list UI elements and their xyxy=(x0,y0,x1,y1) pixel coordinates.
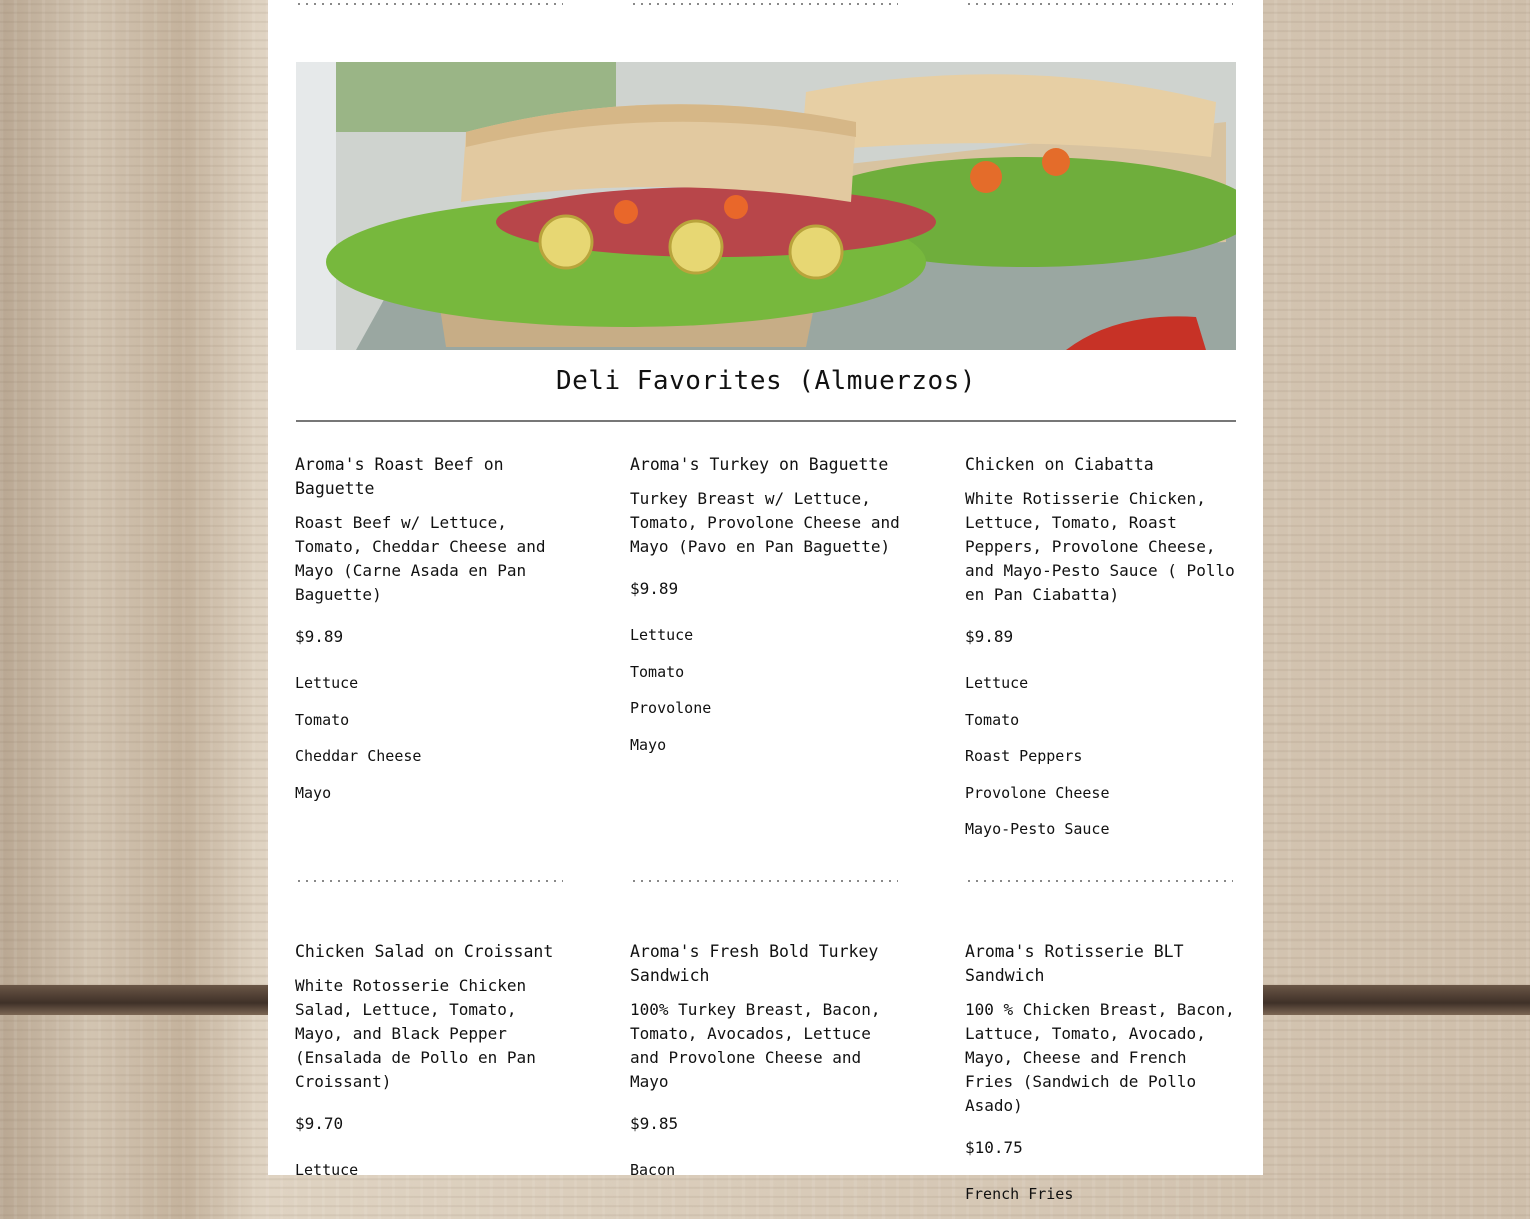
option-item[interactable]: Cheddar Cheese xyxy=(295,747,422,765)
item-name: Aroma's Fresh Bold Turkey Sandwich xyxy=(630,942,879,985)
section-title: Deli Favorites (Almuerzos) xyxy=(556,366,976,396)
item-description: Roast Beef w/ Lettuce, Tomato, Cheddar Cheese and Mayo (Carne Asada en Pan Baguette) xyxy=(295,513,546,604)
item-options xyxy=(295,1158,565,1195)
item-name: Aroma's Turkey on Baguette xyxy=(630,455,889,474)
option-item[interactable]: Lettuce xyxy=(295,1161,359,1179)
option-item[interactable]: Tomato xyxy=(630,662,685,681)
option-item[interactable]: Tomato xyxy=(965,710,1020,729)
dotted-divider xyxy=(630,880,898,882)
hero-sandwich-image xyxy=(296,62,1236,350)
option-item[interactable]: Lettuce xyxy=(295,674,359,692)
dotted-divider xyxy=(295,880,563,882)
item-name: Chicken on Ciabatta xyxy=(965,455,1154,474)
item-name: Aroma's Roast Beef on Baguette xyxy=(295,455,504,498)
option-item[interactable]: Mayo xyxy=(630,735,667,754)
option-item[interactable]: Mayo xyxy=(295,783,332,802)
option-item[interactable]: Bacon xyxy=(630,1161,676,1179)
menu-item xyxy=(965,940,1235,1219)
item-description: White Rotisserie Chicken, Lettuce, Tomato, Roast Peppers, Provolone Cheese, and Mayo-Pesto Sauce ( Pollo en Pan Ciabatta) xyxy=(965,489,1235,604)
section-rule xyxy=(296,420,1236,422)
menu-item xyxy=(295,940,565,1195)
item-options xyxy=(295,671,565,817)
item-price: $10.75 xyxy=(965,1138,1023,1157)
item-name: Aroma's Rotisserie BLT Sandwich xyxy=(965,942,1184,985)
item-options xyxy=(630,1158,900,1195)
item-price: $9.89 xyxy=(295,627,344,646)
item-description: White Rotosserie Chicken Salad, Lettuce, Tomato, Mayo, and Black Pepper (Ensalada de Pollo en Pan Croissant) xyxy=(295,976,536,1091)
menu-item xyxy=(630,453,900,769)
option-item[interactable]: French Fries xyxy=(965,1185,1074,1203)
item-price: $9.85 xyxy=(630,1114,679,1133)
dotted-divider xyxy=(295,3,563,5)
option-item[interactable]: Mayo-Pesto Sauce xyxy=(965,820,1110,838)
option-item[interactable]: Lettuce xyxy=(965,674,1029,692)
sandwich-photo-icon xyxy=(296,62,1236,350)
item-description: Turkey Breast w/ Lettuce, Tomato, Provolone Cheese and Mayo (Pavo en Pan Baguette) xyxy=(630,489,900,556)
item-description: 100% Turkey Breast, Bacon, Tomato, Avocados, Lettuce and Provolone Cheese and Mayo xyxy=(630,1000,881,1091)
option-item[interactable]: Roast Peppers xyxy=(965,747,1083,765)
menu-item xyxy=(965,453,1235,854)
item-description: 100 % Chicken Breast, Bacon, Lattuce, Tomato, Avocado, Mayo, Cheese and French Fries (Sandwich de Pollo Asado) xyxy=(965,1000,1235,1115)
menu-panel xyxy=(268,0,1263,1203)
menu-item xyxy=(295,453,565,817)
dotted-divider xyxy=(965,3,1233,5)
dotted-divider xyxy=(965,880,1233,882)
item-options xyxy=(630,623,900,769)
item-options xyxy=(965,1182,1235,1219)
dotted-divider xyxy=(630,3,898,5)
option-item[interactable]: Lettuce xyxy=(630,626,694,644)
option-item[interactable]: Tomato xyxy=(295,710,350,729)
item-price: $9.89 xyxy=(630,579,679,598)
item-price: $9.89 xyxy=(965,627,1014,646)
item-price: $9.70 xyxy=(295,1114,344,1133)
option-item[interactable]: Provolone Cheese xyxy=(965,783,1110,802)
option-item[interactable]: Provolone xyxy=(630,699,712,717)
item-options xyxy=(965,671,1235,854)
menu-item xyxy=(630,940,900,1195)
item-name: Chicken Salad on Croissant xyxy=(295,942,554,961)
